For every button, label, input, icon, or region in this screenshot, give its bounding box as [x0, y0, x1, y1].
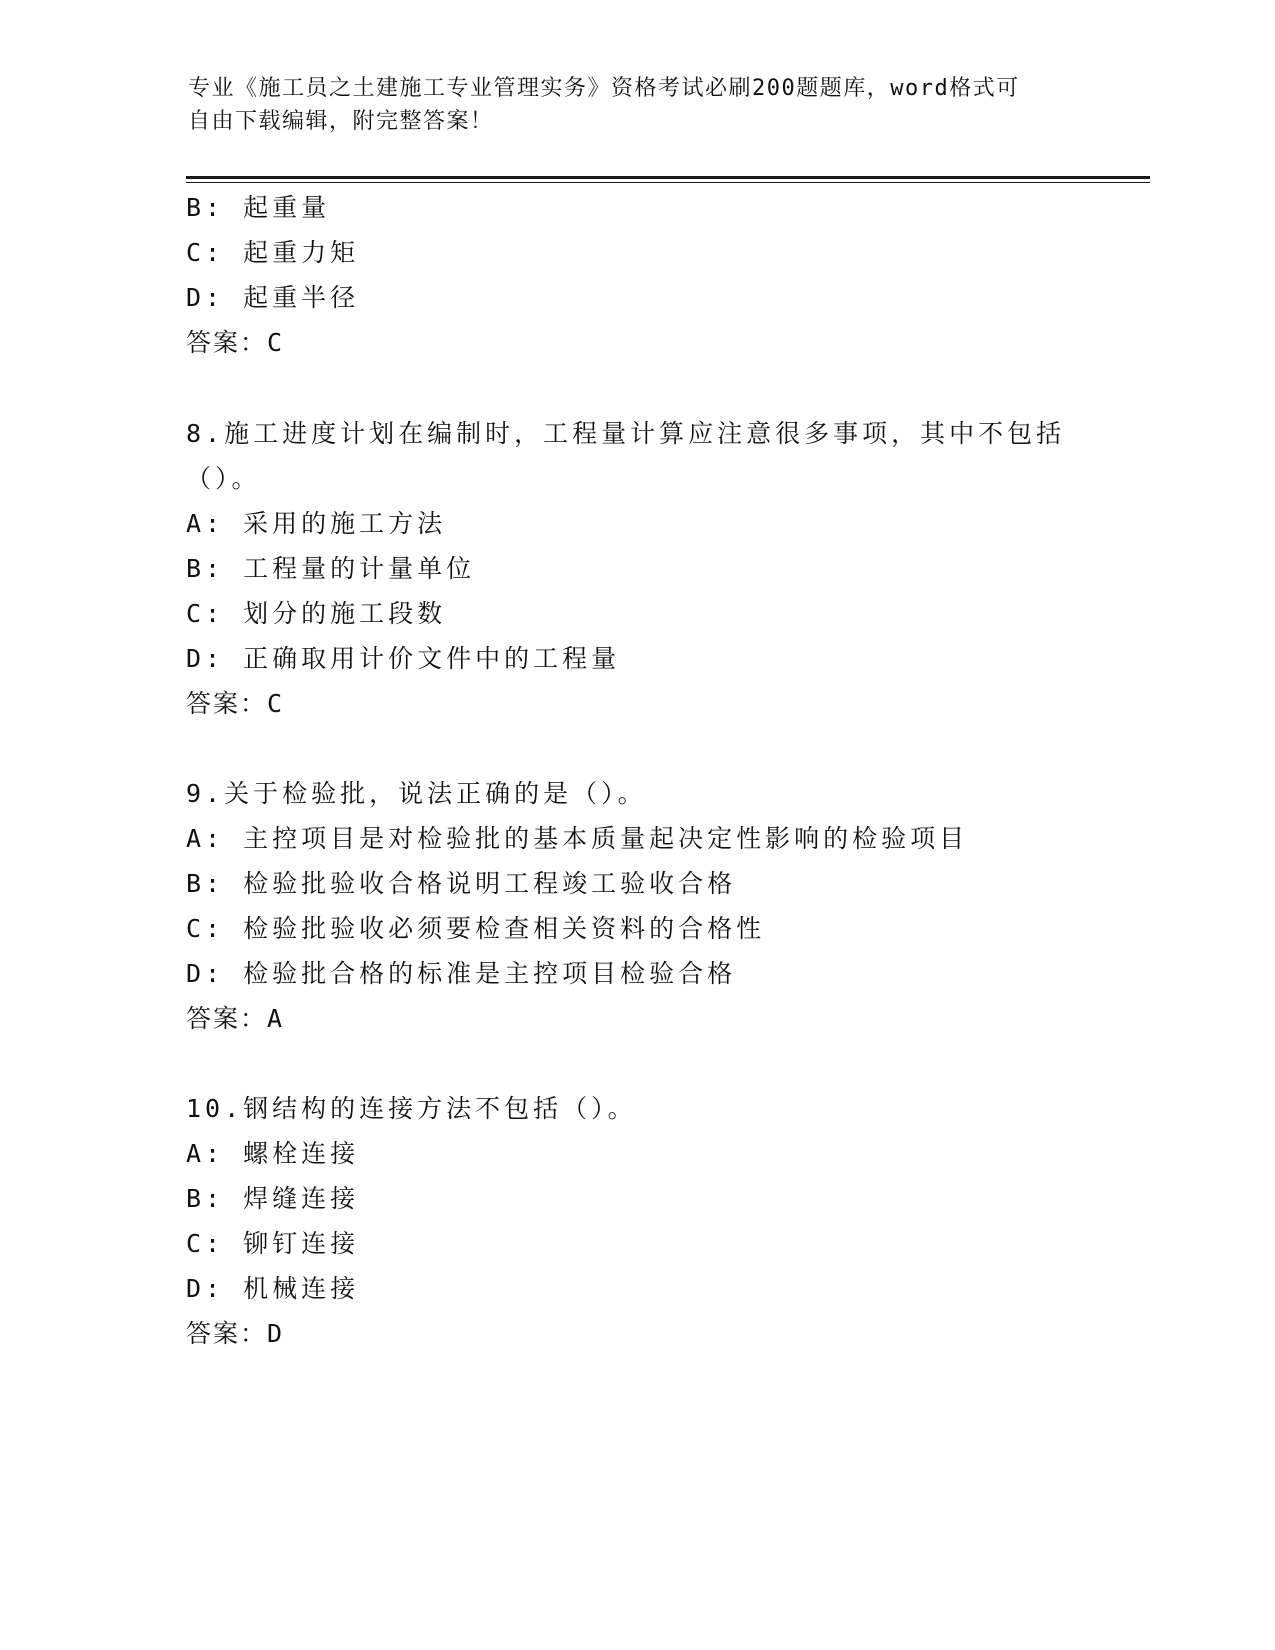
q10-option-d: D: 机械连接: [186, 1274, 360, 1303]
q9-answer: 答案：A: [186, 1004, 285, 1033]
q8-option-a: A: 采用的施工方法: [186, 509, 447, 538]
q8-option-c: C: 划分的施工段数: [186, 599, 447, 628]
q8-stem-line-2: （）。: [186, 464, 261, 493]
q7-option-b: B: 起重量: [186, 193, 331, 222]
q7-answer: 答案：C: [186, 328, 285, 357]
q10-option-a: A: 螺栓连接: [186, 1139, 360, 1168]
header-title-line-1: 专业《施工员之土建施工专业管理实务》资格考试必刷200题题库，word格式可: [188, 76, 1020, 101]
q9-option-b: B: 检验批验收合格说明工程竣工验收合格: [186, 869, 737, 898]
q10-answer: 答案：D: [186, 1319, 285, 1348]
q9-option-c: C: 检验批验收必须要检查相关资料的合格性: [186, 914, 766, 943]
q9-option-d: D: 检验批合格的标准是主控项目检验合格: [186, 959, 737, 988]
q10-stem: 10.钢结构的连接方法不包括（）。: [186, 1094, 637, 1123]
q8-answer: 答案：C: [186, 689, 285, 718]
document-header: [188, 72, 1088, 138]
q9-option-a: A: 主控项目是对检验批的基本质量起决定性影响的检验项目: [186, 824, 969, 853]
q10-option-c: C: 铆钉连接: [186, 1229, 360, 1258]
q8-option-b: B: 工程量的计量单位: [186, 554, 476, 583]
q8-option-d: D: 正确取用计价文件中的工程量: [186, 644, 621, 673]
header-divider-thin: [186, 182, 1150, 183]
q7-option-d: D: 起重半径: [186, 283, 360, 312]
q7-option-c: C: 起重力矩: [186, 238, 360, 267]
q10-option-b: B: 焊缝连接: [186, 1184, 360, 1213]
q8-stem-line-1: 8.施工进度计划在编制时，工程量计算应注意很多事项，其中不包括: [186, 419, 1066, 448]
header-title-line-2: 自由下载编辑，附完整答案！: [188, 109, 494, 134]
header-divider-thick: [186, 176, 1150, 179]
q9-stem: 9.关于检验批，说法正确的是（）。: [186, 779, 647, 808]
